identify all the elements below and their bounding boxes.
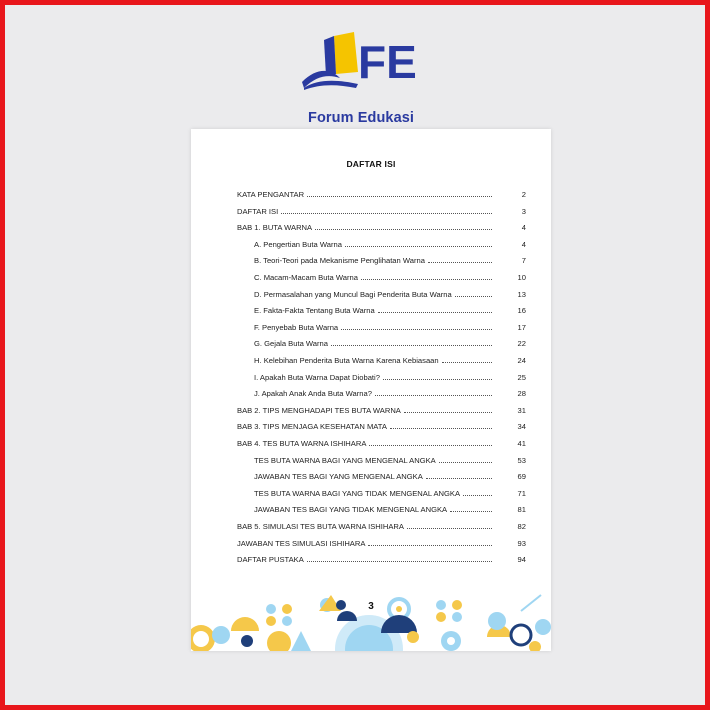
toc-entry-label: TES BUTA WARNA BAGI YANG MENGENAL ANGKA [254, 455, 436, 465]
toc-entry [237, 403, 526, 415]
toc-leader-dots [341, 329, 492, 330]
toc-entry-page: 69 [517, 472, 526, 482]
toc-entry [254, 336, 526, 349]
toc-entry [237, 419, 526, 432]
toc-entry [254, 453, 526, 465]
forum-edukasi-logo [296, 28, 426, 126]
toc-entry-page: 94 [517, 555, 526, 565]
toc-entry [237, 519, 526, 531]
document-page [191, 129, 551, 651]
toc-entry-label: H. Kelebihan Penderita Buta Warna Karena Kebiasaan [254, 356, 439, 365]
toc-entry [254, 469, 526, 482]
toc-entry-label: E. Fakta-Fakta Tentang Buta Warna [254, 306, 375, 316]
toc-entry-page: 81 [517, 505, 526, 515]
toc-leader-dots [315, 229, 492, 230]
toc-entry [237, 204, 526, 216]
footer-decoration [191, 591, 551, 651]
toc-leader-dots [307, 561, 492, 562]
toc-entry-page: 28 [517, 389, 526, 399]
toc-leader-dots [439, 462, 492, 463]
toc-leader-dots [463, 495, 492, 496]
toc-leader-dots [450, 511, 492, 512]
toc-entry [237, 220, 526, 233]
toc-entry-page: 17 [517, 322, 526, 332]
toc-leader-dots [390, 428, 492, 429]
toc-entry-page: 25 [517, 372, 526, 382]
toc-entry [254, 237, 526, 249]
toc-entry [254, 270, 526, 282]
toc-leader-dots [331, 345, 492, 346]
toc-entry-page: 53 [517, 455, 526, 465]
toc-entry-page: 34 [517, 422, 526, 432]
toc-entry-page: 31 [517, 405, 526, 415]
toc-entry-page: 10 [517, 273, 526, 282]
toc-leader-dots [345, 246, 492, 247]
toc-leader-dots [378, 312, 492, 313]
toc-entry [254, 502, 526, 515]
toc-entry-label: DAFTAR PUSTAKA [237, 555, 304, 565]
toc-entry-page: 22 [517, 339, 526, 349]
page-number: 3 [368, 601, 374, 612]
toc-entry-page: 7 [521, 256, 526, 266]
toc-entry-label: BAB 2. TIPS MENGHADAPI TES BUTA WARNA [237, 405, 401, 415]
toc-entry-page: 82 [517, 522, 526, 531]
toc-leader-dots [361, 279, 492, 280]
toc-entry-label: F. Penyebab Buta Warna [254, 322, 339, 332]
toc-entry-label: BAB 4. TES BUTA WARNA ISHIHARA [237, 439, 367, 448]
toc-entry [254, 386, 526, 399]
toc-entry-label: JAWABAN TES BAGI YANG TIDAK MENGENAL ANGKA [254, 505, 448, 515]
toc-entry-page: 4 [521, 239, 526, 249]
toc-leader-dots [426, 478, 492, 479]
toc-entry-page: 71 [517, 488, 526, 498]
toc-leader-dots [407, 528, 492, 529]
toc-entry-page: 4 [521, 223, 526, 233]
brand-name: Forum Edukasi [308, 110, 415, 126]
toc-entry-page: 13 [517, 289, 526, 299]
toc-leader-dots [404, 412, 492, 413]
toc-entry-page: 24 [517, 356, 526, 365]
toc-leader-dots [383, 379, 492, 380]
toc-leader-dots [368, 545, 492, 546]
toc-leader-dots [428, 262, 492, 263]
toc-entry-label: G. Gejala Buta Warna [254, 339, 329, 349]
toc-leader-dots [455, 296, 492, 297]
toc-entry [254, 370, 526, 382]
toc-leader-dots [442, 362, 492, 363]
toc-entry-label: DAFTAR ISI [237, 206, 279, 216]
toc-entry-label: BAB 5. SIMULASI TES BUTA WARNA ISHIHARA [237, 522, 404, 531]
toc-entry-page: 3 [521, 206, 526, 216]
toc-entry-label: KATA PENGANTAR [237, 190, 305, 199]
toc-entry-label: A. Pengertian Buta Warna [254, 239, 342, 249]
toc-entry [254, 486, 526, 498]
toc-entry [237, 187, 526, 199]
toc-entry [254, 320, 526, 332]
toc-entry [254, 253, 526, 266]
toc-entry-label: TES BUTA WARNA BAGI YANG TIDAK MENGENAL ANGKA [254, 488, 461, 498]
toc-leader-dots [375, 395, 492, 396]
toc-entry [237, 552, 526, 565]
toc-entry-label: B. Teori-Teori pada Mekanisme Penglihatan Warna [254, 256, 425, 266]
toc-entry-label: JAWABAN TES BAGI YANG MENGENAL ANGKA [254, 472, 423, 482]
logo-book-icon [296, 28, 426, 94]
toc-entry-label: C. Macam-Macam Buta Warna [254, 273, 358, 282]
toc-entry [254, 287, 526, 299]
toc-entry [237, 536, 526, 548]
logo-letters: FE [358, 36, 417, 88]
toc-entry-page: 2 [521, 190, 526, 199]
toc-entry-label: BAB 1. BUTA WARNA [237, 223, 313, 233]
toc-leader-dots [369, 445, 492, 446]
toc-entry-page: 16 [517, 306, 526, 316]
toc-leader-dots [307, 196, 492, 197]
toc-entry-page: 93 [517, 538, 526, 548]
toc-entry-page: 41 [517, 439, 526, 448]
toc-entry [254, 303, 526, 316]
toc-entry-label: JAWABAN TES SIMULASI ISHIHARA [237, 538, 366, 548]
toc-entry-label: D. Permasalahan yang Muncul Bagi Penderita Buta Warna [254, 289, 452, 299]
toc-entry-label: I. Apakah Buta Warna Dapat Diobati? [254, 372, 380, 382]
toc-entry [254, 353, 526, 365]
toc-entry-label: BAB 3. TIPS MENJAGA KESEHATAN MATA [237, 422, 387, 432]
toc-entry-label: J. Apakah Anak Anda Buta Warna? [254, 389, 372, 399]
page-title: DAFTAR ISI [346, 159, 396, 169]
toc-leader-dots [281, 213, 492, 214]
toc-entry [237, 436, 526, 448]
